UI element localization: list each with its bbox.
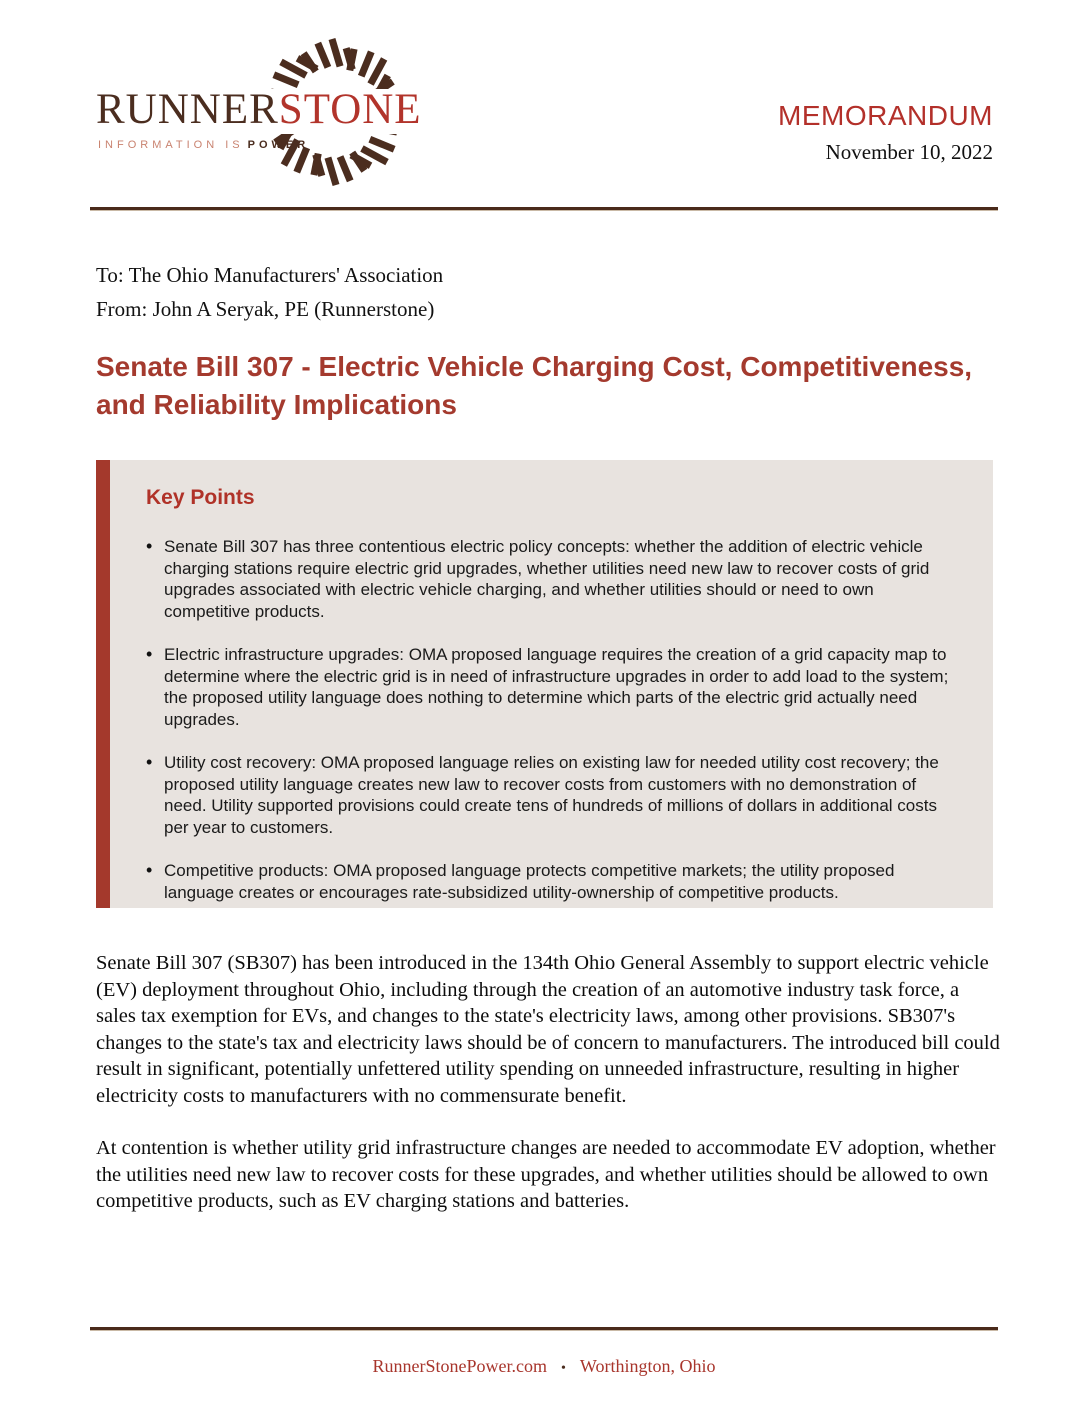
logo-tagline-left: INFORMATION IS bbox=[98, 139, 244, 151]
memorandum-label: MEMORANDUM bbox=[778, 100, 993, 131]
page-title: Senate Bill 307 - Electric Vehicle Charging Cost, Competitiveness, and Reliability Implications bbox=[96, 351, 973, 420]
key-points-content bbox=[110, 460, 993, 908]
logo-tagline bbox=[98, 139, 309, 151]
memo-date: November 10, 2022 bbox=[825, 140, 993, 164]
key-points-box bbox=[96, 460, 993, 908]
runnerstone-logo bbox=[90, 36, 420, 188]
key-points-list bbox=[146, 536, 955, 903]
key-points-accent-bar bbox=[96, 460, 110, 908]
key-point-item: • Utility cost recovery: OMA proposed language relies on existing law for needed utility cost recovery; the proposed utility language creates new law to recover costs from customers with no demonstration of need. Utility supported provisions could create tens of hundreds of millions of dollars in additional costs per year to customers. bbox=[146, 752, 955, 838]
recipients-block bbox=[96, 258, 443, 326]
logo-tagline-right: POWER bbox=[247, 139, 310, 151]
body-paragraph: Senate Bill 307 (SB307) has been introduced in the 134th Ohio General Assembly to support electric vehicle (EV) deployment throughout Ohio, including through the creation of an automotive industry task force, a sales tax exemption for EVs, and changes to the state's electricity laws, among other provisions. SB307's changes to the state's tax and electricity laws should be of concern to manufacturers. The introduced bill could result in significant, potentially unfettered utility spending on unneeded infrastructure, resulting in higher electricity costs to manufacturers with no commensurate benefit. bbox=[96, 952, 1000, 1107]
key-points-heading: Key Points bbox=[146, 486, 255, 509]
footer-website: RunnerStonePower.com bbox=[372, 1356, 548, 1376]
key-point-item: • Senate Bill 307 has three contentious electric policy concepts: whether the addition of electric vehicle charging stations require electric grid upgrades, whether utilities need new law to recover costs of grid upgrades associated with electric vehicle charging, and whether utilities should or need to own competitive products. bbox=[146, 536, 955, 622]
body-paragraph: At contention is whether utility grid infrastructure changes are needed to accommodate EV adoption, whether the utilities need new law to recover costs for these upgrades, and whether utilities should be allowed to own competitive products, such as EV charging stations and batteries. bbox=[96, 1137, 996, 1212]
footer-location: Worthington, Ohio bbox=[579, 1356, 716, 1376]
key-point-item: • Competitive products: OMA proposed language protects competitive markets; the utility proposed language creates or encourages rate-subsidized utility-ownership of competitive products. bbox=[146, 860, 955, 903]
memo-header bbox=[778, 100, 993, 165]
logo-runner-text: RUNNER bbox=[96, 86, 279, 133]
logo-stone-text: STONE bbox=[278, 86, 422, 133]
logo-wordmark bbox=[96, 86, 422, 134]
footer-rule bbox=[90, 1327, 998, 1331]
key-point-item: • Electric infrastructure upgrades: OMA proposed language requires the creation of a grid capacity map to determine where the electric grid is in need of infrastructure upgrades in order to add load to the system; the proposed utility language does nothing to determine which parts of the electric grid actually need upgrades. bbox=[146, 644, 955, 730]
header-rule bbox=[90, 207, 998, 211]
footer-separator: • bbox=[561, 1361, 566, 1376]
footer bbox=[0, 1356, 1088, 1377]
to-line: To: The Ohio Manufacturers' Association bbox=[96, 263, 444, 287]
body-text bbox=[96, 950, 1001, 1241]
from-line: From: John A Seryak, PE (Runnerstone) bbox=[96, 297, 435, 321]
